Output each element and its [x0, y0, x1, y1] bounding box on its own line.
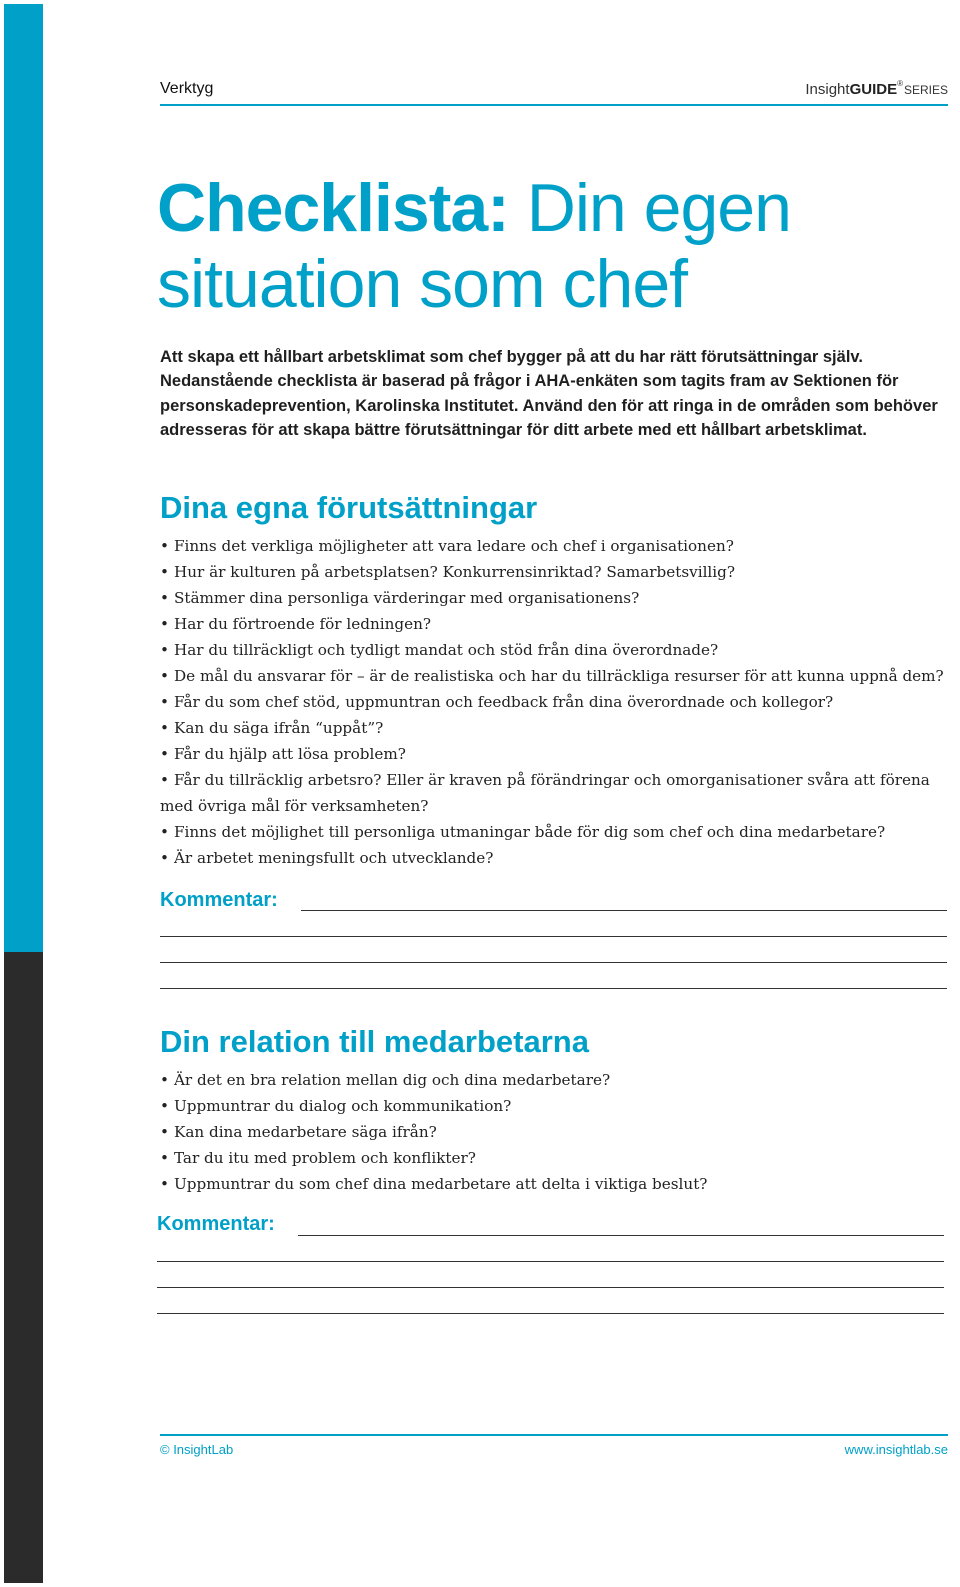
comment-label: Kommentar: — [160, 889, 278, 911]
checklist-item: • Får du som chef stöd, uppmuntran och feedback från dina överordnade och kollegor? — [160, 693, 834, 711]
checklist-item: • Finns det verkliga möjligheter att vara ledare och chef i organisationen? — [160, 537, 734, 555]
brand-series: SERIES — [903, 83, 948, 97]
checklist-item: • De mål du ansvarar för – är de realistiska och har du tillräckliga resurser för att kunna uppnå dem? — [160, 667, 944, 685]
checklist-item: • Har du förtroende för ledningen? — [160, 615, 431, 633]
footer-copyright: © InsightLab — [160, 1442, 234, 1457]
brand-light: Insight — [805, 81, 850, 98]
footer-divider — [160, 1434, 948, 1436]
section-heading-employee-relation: Din relation till medarbetarna — [160, 1024, 589, 1059]
brand-registered-mark: ® — [897, 79, 903, 88]
comment-write-line[interactable] — [301, 910, 947, 911]
checklist-item: • Hur är kulturen på arbetsplatsen? Konkurrensinriktad? Samarbetsvillig? — [160, 563, 736, 581]
checklist-item: • Finns det möjlighet till personliga utmaningar både för dig som chef och dina medarbetare? — [160, 823, 886, 841]
intro-paragraph: Att skapa ett hållbart arbetsklimat som chef bygger på att du har rätt förutsättningar själv. Nedanstående checklista är baserad på frågor i AHA-enkäten som tagits fram av Sektionen för personskadeprevention, Karolinska Institutet. Använd den för att ringa in de områden som behöver adresseras för att skapa bättre förutsättningar för ditt arbete med ett hållbart arbetsklimat. — [160, 348, 938, 440]
checklist-item: • Kan dina medarbetare säga ifrån? — [160, 1123, 437, 1141]
checklist-item: • Får du hjälp att lösa problem? — [160, 745, 406, 763]
comment-write-line[interactable] — [157, 1261, 944, 1262]
comment-label: Kommentar: — [157, 1213, 275, 1235]
comment-write-line[interactable] — [157, 1313, 944, 1314]
checklist-item: • Har du tillräckligt och tydligt mandat och stöd från dina överordnade? — [160, 641, 719, 659]
side-dark-bar — [4, 952, 43, 1583]
side-accent-bar — [4, 4, 43, 952]
brand-strong: GUIDE — [849, 81, 898, 98]
comment-write-line[interactable] — [298, 1235, 944, 1236]
section-heading-own-conditions: Dina egna förutsättningar — [160, 490, 538, 525]
checklist-own-conditions — [160, 533, 950, 871]
checklist-item: • Får du tillräcklig arbetsro? Eller är kraven på förändringar och omorganisationer svåra att förena med övriga mål för verksamheten? — [160, 771, 930, 815]
checklist-item: • Stämmer dina personliga värderingar med organisationens? — [160, 589, 640, 607]
page-title — [157, 170, 947, 322]
comment-write-line[interactable] — [160, 936, 947, 937]
checklist-item: • Är det en bra relation mellan dig och dina medarbetare? — [160, 1071, 611, 1089]
comment-write-line[interactable] — [160, 962, 947, 963]
checklist-employee-relation — [160, 1067, 950, 1197]
checklist-item: • Uppmuntrar du dialog och kommunikation? — [160, 1097, 512, 1115]
footer-website-link[interactable]: www.insightlab.se — [844, 1442, 948, 1457]
checklist-item: • Tar du itu med problem och konflikter? — [160, 1149, 476, 1167]
title-light-line2: situation som chef — [157, 246, 688, 322]
header-section-label: Verktyg — [160, 80, 214, 97]
title-light-line1: Din egen — [508, 170, 791, 246]
page-header — [160, 76, 948, 106]
comment-write-line[interactable] — [160, 988, 947, 989]
checklist-item: • Är arbetet meningsfullt och utvecklande? — [160, 849, 494, 867]
checklist-item: • Uppmuntrar du som chef dina medarbetare att delta i viktiga beslut? — [160, 1175, 708, 1193]
checklist-item: • Kan du säga ifrån “uppåt”? — [160, 719, 384, 737]
title-strong: Checklista: — [157, 170, 509, 246]
comment-write-line[interactable] — [157, 1287, 944, 1288]
brand-logo — [805, 81, 948, 98]
